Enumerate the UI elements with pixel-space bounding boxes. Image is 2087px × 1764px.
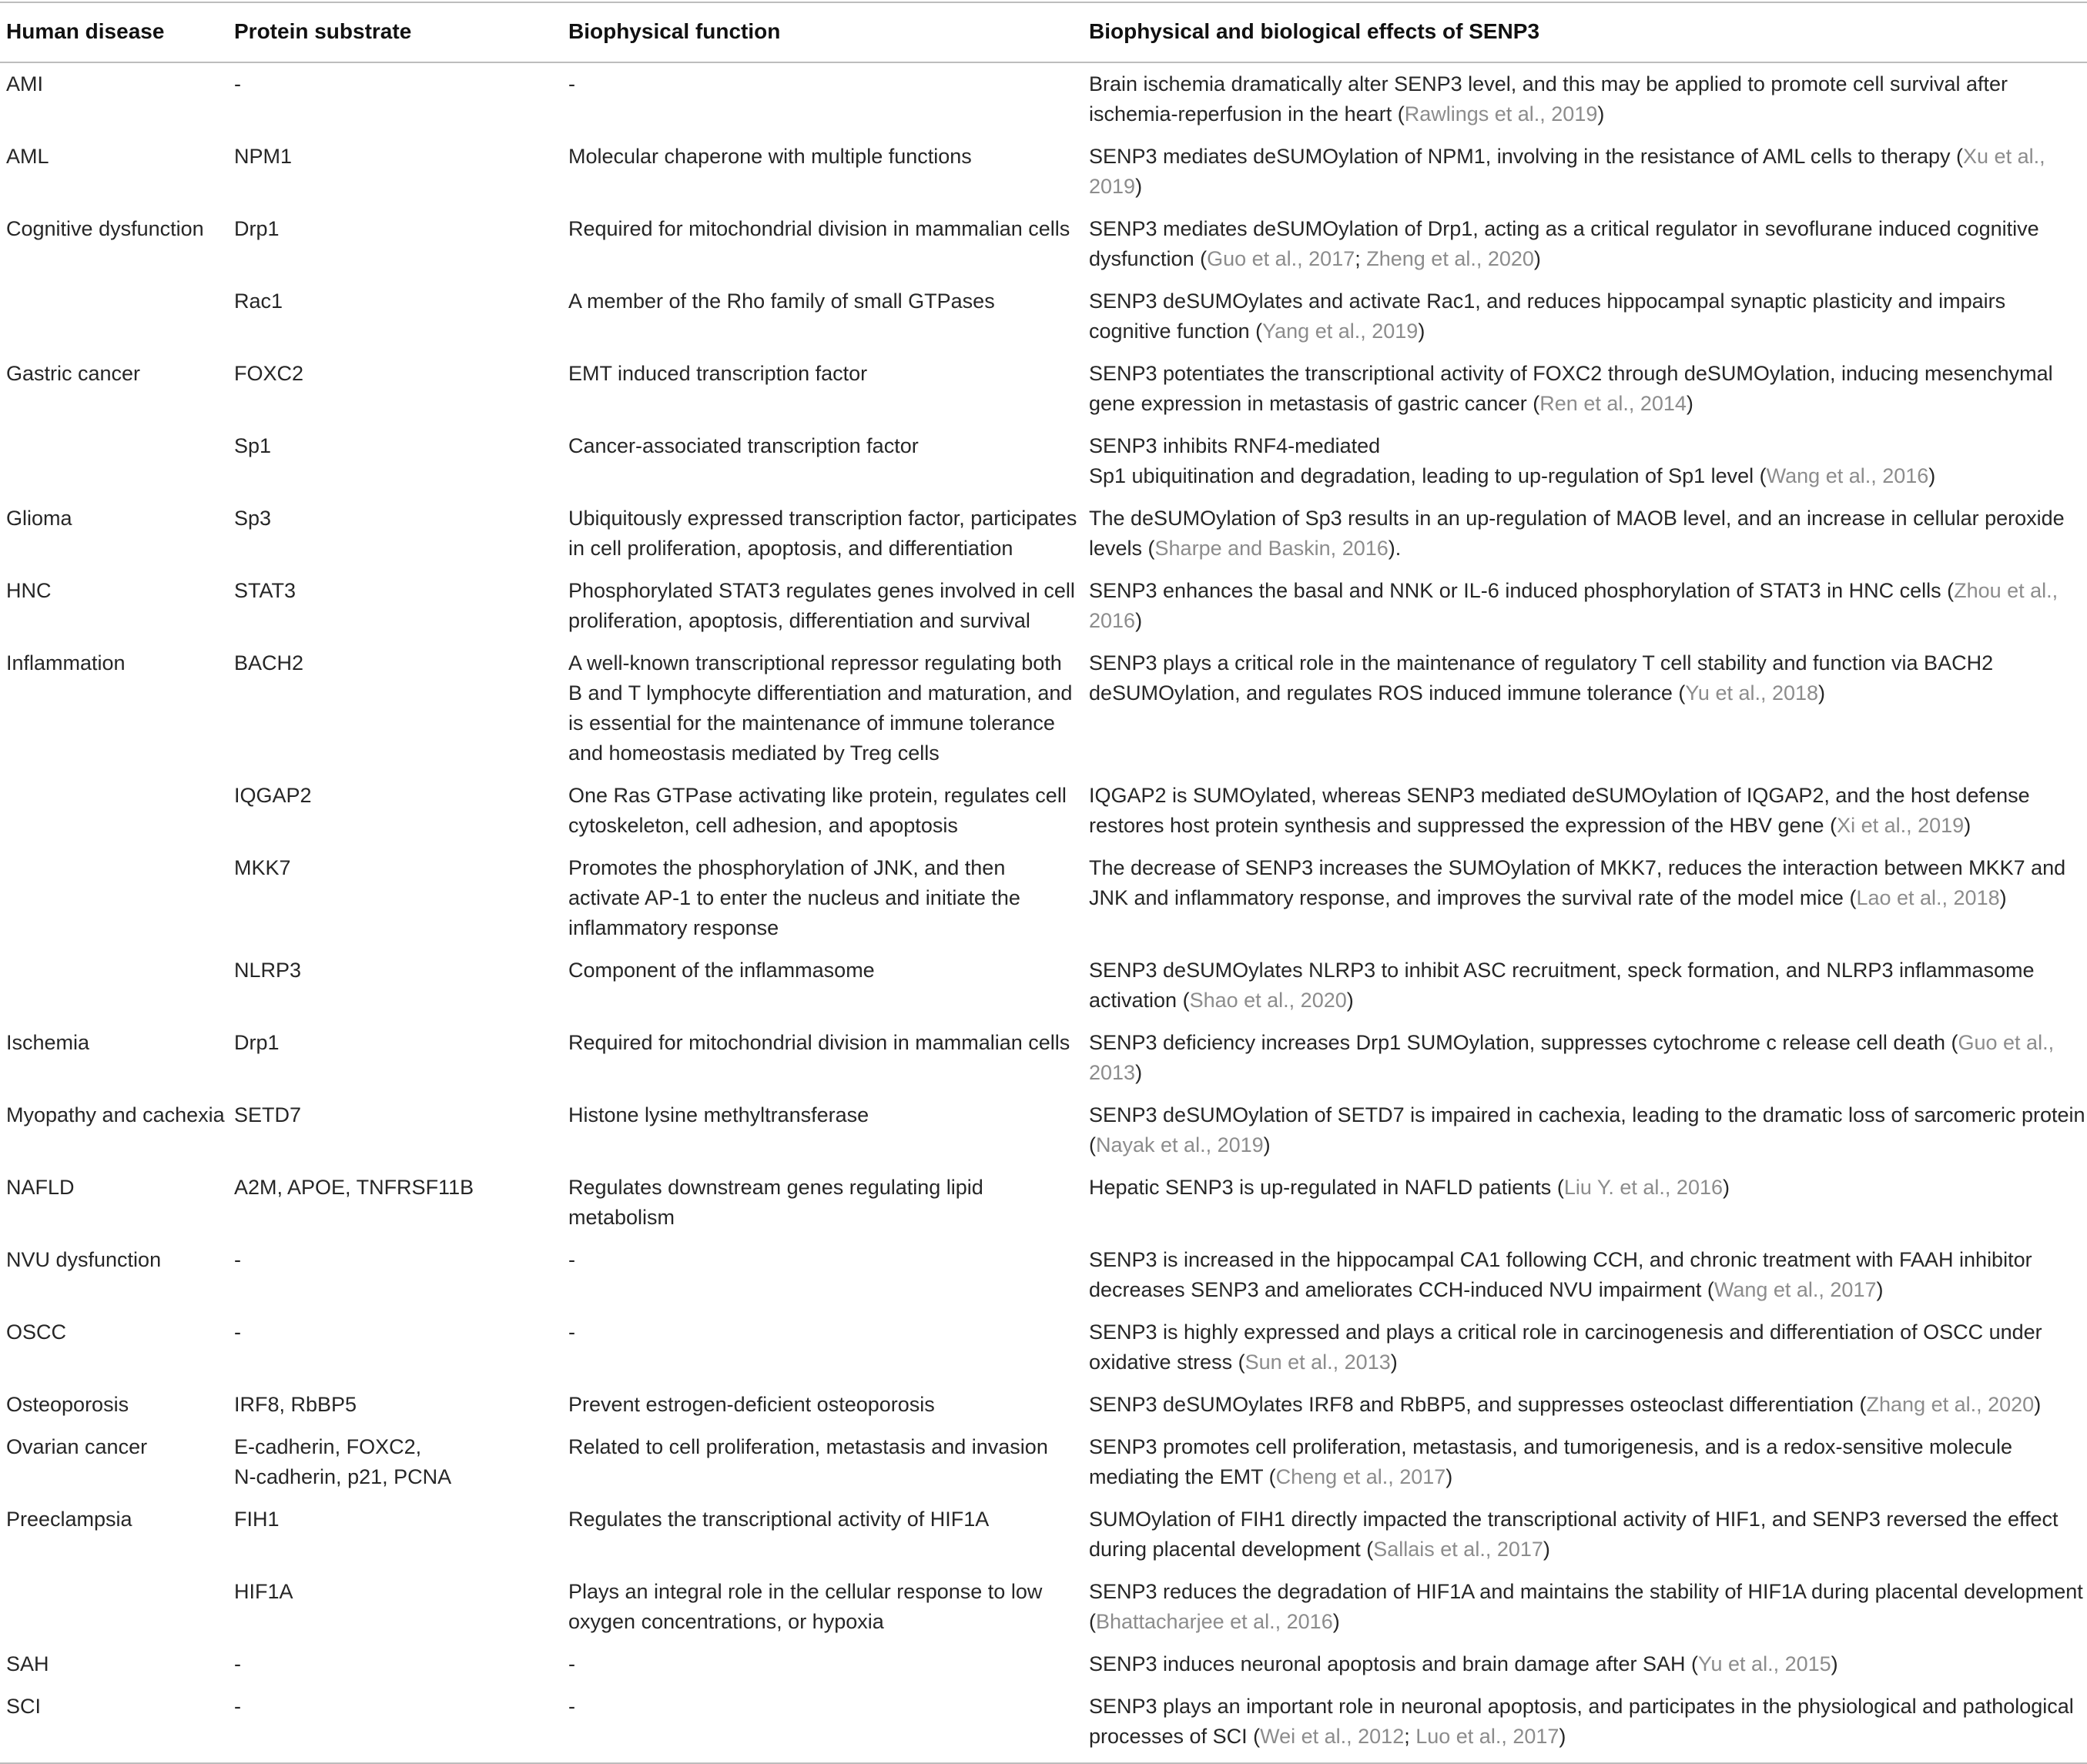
citation-close-paren: ) xyxy=(1332,1610,1340,1633)
cell-protein-substrate: BACH2 xyxy=(234,651,304,674)
reference-link[interactable]: Wang et al., 2017 xyxy=(1713,1278,1877,1301)
citation-open-paren: ( xyxy=(1366,1538,1374,1561)
cell-protein-substrate: Sp3 xyxy=(234,507,272,530)
table-row xyxy=(0,136,2087,208)
cell-biophysical-function: Related to cell proliferation, metastasis and invasion xyxy=(568,1435,1048,1458)
cell-human-disease: OSCC xyxy=(6,1320,67,1344)
cell-biophysical-function: Ubiquitously expressed transcription factor, participates in cell proliferation, apoptosis, and differentiation xyxy=(568,507,1077,560)
cell-protein-substrate: Drp1 xyxy=(234,217,280,240)
citation-open-paren: ( xyxy=(1691,1652,1698,1675)
cell-human-disease: Myopathy and cachexia xyxy=(6,1103,225,1126)
reference-link[interactable]: Xi et al., 2019 xyxy=(1837,814,1965,837)
reference-link[interactable]: Sun et al., 2013 xyxy=(1244,1351,1391,1374)
reference-link[interactable]: Yu et al., 2015 xyxy=(1698,1652,1831,1675)
cell-human-disease: Preeclampsia xyxy=(6,1508,132,1531)
table-row xyxy=(0,1571,2087,1643)
substrate-line: N-cadherin, p21, PCNA xyxy=(234,1465,452,1488)
citation-open-paren: ( xyxy=(1849,886,1857,909)
citation-close-paren: ) xyxy=(1876,1278,1884,1301)
citation-open-paren: ( xyxy=(1182,989,1190,1012)
effect-text: SENP3 potentiates the transcriptional activity of FOXC2 through deSUMOylation, inducing mesenchymal gene expression in metastasis of gastric cancer xyxy=(1089,362,2053,415)
table-row xyxy=(0,642,2087,775)
cell-biophysical-function: Promotes the phosphorylation of JNK, and then activate AP-1 to enter the nucleus and initiate the inflammatory response xyxy=(568,856,1020,939)
cell-biophysical-function: - xyxy=(568,1652,575,1675)
cell-senp3-effect xyxy=(1086,1426,2087,1498)
citation-open-paren: ( xyxy=(1678,681,1686,705)
table-row xyxy=(0,1384,2087,1426)
cell-biophysical-function: A member of the Rho family of small GTPases xyxy=(568,290,995,313)
cell-biophysical-function: Prevent estrogen-deficient osteoporosis xyxy=(568,1393,935,1416)
effect-text: SENP3 deSUMOylates and activate Rac1, and reduces hippocampal synaptic plasticity and impairs cognitive function xyxy=(1089,290,2006,343)
citation-close-paren: ) xyxy=(1135,175,1143,198)
cell-protein-substrate: Rac1 xyxy=(234,290,283,313)
cell-senp3-effect xyxy=(1086,280,2087,353)
reference-link[interactable]: Bhattacharjee et al., 2016 xyxy=(1096,1610,1333,1633)
effect-text: The decrease of SENP3 increases the SUMOylation of MKK7, reduces the interaction between MKK7 and JNK and inflammatory response, and improves the survival rate of the model mice xyxy=(1089,856,2066,909)
cell-human-disease: NVU dysfunction xyxy=(6,1248,162,1271)
citation-close-paren: ) xyxy=(1135,609,1143,632)
cell-protein-substrate: - xyxy=(234,1695,241,1718)
table-row xyxy=(0,847,2087,949)
citation-open-paren: ( xyxy=(1255,320,1263,343)
table-body xyxy=(0,62,2087,1763)
table-page xyxy=(0,2,2087,1748)
citation-close-paren: ) xyxy=(1445,1465,1453,1488)
citation-close-paren: ) xyxy=(1533,247,1541,270)
cell-protein-substrate xyxy=(228,1426,562,1498)
cell-senp3-effect xyxy=(1086,949,2087,1022)
cell-senp3-effect xyxy=(1086,570,2087,642)
effect-text: Brain ischemia dramatically alter SENP3 level, and this may be applied to promote cell survival after ischemia-reperfusion in the heart xyxy=(1089,72,2008,126)
citation-open-paren: ( xyxy=(1859,1393,1867,1416)
reference-link[interactable]: Yang et al., 2019 xyxy=(1262,320,1419,343)
effect-text: SENP3 reduces the degradation of HIF1A and maintains the stability of HIF1A during placental development xyxy=(1089,1580,2083,1603)
cell-protein-substrate: - xyxy=(234,1320,241,1344)
cell-senp3-effect xyxy=(1086,1311,2087,1384)
table-row xyxy=(0,208,2087,280)
cell-biophysical-function: Histone lysine methyltransferase xyxy=(568,1103,869,1126)
cell-senp3-effect xyxy=(1086,1384,2087,1426)
cell-biophysical-function: - xyxy=(568,72,575,95)
cell-senp3-effect xyxy=(1086,1094,2087,1167)
effect-text: SENP3 is increased in the hippocampal CA1 following CCH, and chronic treatment with FAAH inhibitor decreases SENP3 and ameliorates CCH-induced NVU impairment xyxy=(1089,1248,2032,1301)
reference-link[interactable]: Cheng et al., 2017 xyxy=(1275,1465,1446,1488)
cell-human-disease: Glioma xyxy=(6,507,72,530)
reference-link[interactable]: Lao et al., 2018 xyxy=(1856,886,2000,909)
cell-biophysical-function: One Ras GTPase activating like protein, regulates cell cytoskeleton, cell adhesion, and apoptosis xyxy=(568,784,1067,837)
cell-human-disease: NAFLD xyxy=(6,1176,75,1199)
citation-open-paren: ( xyxy=(1200,247,1208,270)
citation-open-paren: ( xyxy=(1238,1351,1245,1374)
citation-open-paren: ( xyxy=(1089,1133,1096,1156)
cell-senp3-effect xyxy=(1086,1685,2087,1763)
citation-close-paren: ) xyxy=(1263,1133,1271,1156)
reference-link[interactable]: Wang et al., 2016 xyxy=(1766,464,1929,487)
reference-link[interactable]: Guo et al., 2013 xyxy=(1089,1031,2055,1084)
citation-open-paren: ( xyxy=(1956,145,1964,168)
citation-open-paren: ( xyxy=(1268,1465,1276,1488)
cell-senp3-effect xyxy=(1086,1239,2087,1311)
cell-human-disease: SCI xyxy=(6,1695,42,1718)
table-row xyxy=(0,1498,2087,1571)
reference-link[interactable]: Ren et al., 2014 xyxy=(1539,392,1687,415)
reference-link[interactable]: Xu et al., 2019 xyxy=(1089,145,2045,198)
citation-open-paren: ( xyxy=(1556,1176,1564,1199)
cell-human-disease: SAH xyxy=(6,1652,49,1675)
cell-protein-substrate: Sp1 xyxy=(234,434,272,457)
table-row xyxy=(0,570,2087,642)
citation-open-paren: ( xyxy=(1830,814,1837,837)
citation-open-paren: ( xyxy=(1147,537,1155,560)
citation-close-paren: ) xyxy=(1388,537,1395,560)
cell-senp3-effect xyxy=(1086,642,2087,775)
effect-text: SENP3 mediates deSUMOylation of Drp1, acting as a critical regulator in sevoflurane induced cognitive dysfunction xyxy=(1089,217,2039,270)
table-row xyxy=(0,280,2087,353)
citation-close-paren: ) xyxy=(1135,1061,1143,1084)
cell-senp3-effect xyxy=(1086,1643,2087,1685)
citation-open-paren: ( xyxy=(1253,1725,1261,1748)
cell-human-disease xyxy=(0,847,228,949)
cell-human-disease: Osteoporosis xyxy=(6,1393,129,1416)
citation-open-paren: ( xyxy=(1533,392,1540,415)
reference-link[interactable]: Zheng et al., 2020 xyxy=(1366,247,1534,270)
cell-human-disease: Ischemia xyxy=(6,1031,90,1054)
effect-text: Sp1 ubiquitination and degradation, leading to up-regulation of Sp1 level xyxy=(1089,464,1760,487)
table-row xyxy=(0,949,2087,1022)
cell-human-disease: Ovarian cancer xyxy=(6,1435,148,1458)
cell-senp3-effect xyxy=(1086,1571,2087,1643)
cell-protein-substrate: - xyxy=(234,1248,241,1271)
header-protein-substrate: Protein substrate xyxy=(234,19,412,43)
cell-protein-substrate: IQGAP2 xyxy=(234,784,312,807)
cell-senp3-effect xyxy=(1086,497,2087,570)
cell-protein-substrate: HIF1A xyxy=(234,1580,293,1603)
citation-open-paren: ( xyxy=(1089,1610,1096,1633)
effect-text: IQGAP2 is SUMOylated, whereas SENP3 mediated deSUMOylation of IQGAP2, and the host defense restores host protein synthesis and suppressed the expression of the HBV gene xyxy=(1089,784,2030,837)
substrate-line: E-cadherin, FOXC2, xyxy=(234,1435,422,1458)
header-human-disease: Human disease xyxy=(6,19,165,43)
cell-protein-substrate: - xyxy=(234,72,241,95)
effect-text: SENP3 plays an important role in neuronal apoptosis, and participates in the physiological and pathological processes of SCI xyxy=(1089,1695,2074,1748)
effect-text: SUMOylation of FIH1 directly impacted the transcriptional activity of HIF1, and SENP3 reversed the effect during placental development xyxy=(1089,1508,2059,1561)
cell-senp3-effect xyxy=(1086,62,2087,136)
cell-senp3-effect xyxy=(1086,353,2087,425)
reference-link[interactable]: Sharpe and Baskin, 2016 xyxy=(1154,537,1389,560)
cell-senp3-effect xyxy=(1086,425,2087,497)
reference-link[interactable]: Zhang et al., 2020 xyxy=(1866,1393,2035,1416)
table-row xyxy=(0,1426,2087,1498)
effect-text: SENP3 promotes cell proliferation, metastasis, and tumorigenesis, and is a redox-sensitive molecule mediating the EMT xyxy=(1089,1435,2013,1488)
cell-human-disease xyxy=(0,280,228,353)
cell-biophysical-function: Molecular chaperone with multiple functions xyxy=(568,145,972,168)
reference-link[interactable]: Luo et al., 2017 xyxy=(1415,1725,1559,1748)
cell-biophysical-function: A well-known transcriptional repressor regulating both B and T lymphocyte differentiation and maturation, and is essential for the maintenance of immune tolerance and homeostasis mediated by Treg cells xyxy=(568,651,1073,765)
cell-human-disease: AMI xyxy=(6,72,44,95)
citation-close-paren: ) xyxy=(1928,464,1936,487)
cell-protein-substrate: NPM1 xyxy=(234,145,293,168)
citation-close-paren: ) xyxy=(1390,1351,1398,1374)
cell-biophysical-function: Plays an integral role in the cellular response to low oxygen concentrations, or hypoxia xyxy=(568,1580,1043,1633)
cell-biophysical-function: Regulates the transcriptional activity of HIF1A xyxy=(568,1508,990,1531)
cell-protein-substrate: FIH1 xyxy=(234,1508,280,1531)
cell-protein-substrate: NLRP3 xyxy=(234,959,302,982)
table-row xyxy=(0,1022,2087,1094)
cell-senp3-effect xyxy=(1086,1498,2087,1571)
table-row xyxy=(0,425,2087,497)
citation-open-paren: ( xyxy=(1707,1278,1714,1301)
cell-biophysical-function: Cancer-associated transcription factor xyxy=(568,434,919,457)
effect-line: SENP3 inhibits RNF4-mediated xyxy=(1089,434,1381,457)
cell-senp3-effect xyxy=(1086,1022,2087,1094)
table-row xyxy=(0,497,2087,570)
cell-human-disease: Inflammation xyxy=(6,651,126,674)
citation-close-paren: ) xyxy=(1346,989,1354,1012)
table-header xyxy=(0,2,2087,62)
cell-biophysical-function: Component of the inflammasome xyxy=(568,959,875,982)
table-row xyxy=(0,353,2087,425)
citation-close-paren: ) xyxy=(1723,1176,1730,1199)
cell-senp3-effect xyxy=(1086,208,2087,280)
reference-link[interactable]: Liu Y. et al., 2016 xyxy=(1563,1176,1723,1199)
citation-separator: ; xyxy=(1404,1725,1416,1748)
citation-close-paren: ) xyxy=(1418,320,1425,343)
header-row xyxy=(0,2,2087,62)
header-biophysical-function: Biophysical function xyxy=(568,19,781,43)
cell-senp3-effect xyxy=(1086,136,2087,208)
cell-biophysical-function: - xyxy=(568,1695,575,1718)
effect-text: Hepatic SENP3 is up-regulated in NAFLD patients xyxy=(1089,1176,1557,1199)
citation-close-paren: ) xyxy=(1818,681,1826,705)
effect-text: SENP3 deSUMOylates IRF8 and RbBP5, and suppresses osteoclast differentiation xyxy=(1089,1393,1860,1416)
cell-biophysical-function: Required for mitochondrial division in mammalian cells xyxy=(568,1031,1070,1054)
reference-link[interactable]: Guo et al., 2017 xyxy=(1207,247,1355,270)
citation-close-paren: ) xyxy=(1999,886,2007,909)
cell-senp3-effect xyxy=(1086,775,2087,847)
effect-text: SENP3 induces neuronal apoptosis and brain damage after SAH xyxy=(1089,1652,1691,1675)
table-row xyxy=(0,1643,2087,1685)
cell-biophysical-function: - xyxy=(568,1320,575,1344)
cell-protein-substrate: A2M, APOE, TNFRSF11B xyxy=(234,1176,474,1199)
table-row xyxy=(0,1094,2087,1167)
effect-suffix: . xyxy=(1395,537,1402,560)
cell-senp3-effect xyxy=(1086,1167,2087,1239)
citation-close-paren: ) xyxy=(1543,1538,1550,1561)
reference-link[interactable]: Sallais et al., 2017 xyxy=(1373,1538,1543,1561)
cell-human-disease: Gastric cancer xyxy=(6,362,141,385)
citation-open-paren: ( xyxy=(1947,579,1955,602)
reference-link[interactable]: Yu et al., 2018 xyxy=(1685,681,1819,705)
table-row xyxy=(0,1167,2087,1239)
cell-biophysical-function: Phosphorylated STAT3 regulates genes involved in cell proliferation, apoptosis, differentiation and survival xyxy=(568,579,1075,632)
citation-close-paren: ) xyxy=(2034,1393,2042,1416)
cell-protein-substrate: FOXC2 xyxy=(234,362,304,385)
citation-open-paren: ( xyxy=(1759,464,1767,487)
effect-text: SENP3 mediates deSUMOylation of NPM1, involving in the resistance of AML cells to therapy xyxy=(1089,145,1957,168)
cell-biophysical-function: Required for mitochondrial division in mammalian cells xyxy=(568,217,1070,240)
effect-text: SENP3 plays a critical role in the maintenance of regulatory T cell stability and function via BACH2 deSUMOylation, and regulates ROS induced immune tolerance xyxy=(1089,651,1994,705)
cell-human-disease xyxy=(0,949,228,1022)
effect-text: The deSUMOylation of Sp3 results in an up-regulation of MAOB level, and an increase in cellular peroxide levels xyxy=(1089,507,2065,560)
citation-close-paren: ) xyxy=(1559,1725,1566,1748)
effect-text: SENP3 deficiency increases Drp1 SUMOylation, suppresses cytochrome c release cell death xyxy=(1089,1031,1951,1054)
cell-protein-substrate: Drp1 xyxy=(234,1031,280,1054)
citation-close-paren: ) xyxy=(1686,392,1693,415)
table-row xyxy=(0,1311,2087,1384)
cell-protein-substrate: MKK7 xyxy=(234,856,291,879)
cell-biophysical-function: Regulates downstream genes regulating lipid metabolism xyxy=(568,1176,983,1229)
senp3-disease-table xyxy=(0,2,2087,1764)
cell-human-disease: AML xyxy=(6,145,49,168)
reference-link[interactable]: Zhou et al., 2016 xyxy=(1089,579,2059,632)
cell-human-disease xyxy=(0,775,228,847)
cell-protein-substrate: SETD7 xyxy=(234,1103,302,1126)
citation-close-paren: ) xyxy=(1597,102,1605,126)
cell-senp3-effect xyxy=(1086,847,2087,949)
cell-biophysical-function: EMT induced transcription factor xyxy=(568,362,868,385)
cell-protein-substrate: IRF8, RbBP5 xyxy=(234,1393,357,1416)
reference-link[interactable]: Rawlings et al., 2019 xyxy=(1404,102,1598,126)
citation-open-paren: ( xyxy=(1951,1031,1958,1054)
effect-text: SENP3 enhances the basal and NNK or IL-6 induced phosphorylation of STAT3 in HNC cells xyxy=(1089,579,1948,602)
citation-close-paren: ) xyxy=(1831,1652,1838,1675)
cell-biophysical-function: - xyxy=(568,1248,575,1271)
effect-text: SENP3 deSUMOylates NLRP3 to inhibit ASC recruitment, speck formation, and NLRP3 inflammasome activation xyxy=(1089,959,2035,1012)
reference-link[interactable]: Shao et al., 2020 xyxy=(1189,989,1347,1012)
header-effects-of-senp3: Biophysical and biological effects of SENP3 xyxy=(1089,19,1540,43)
citation-separator: ; xyxy=(1355,247,1367,270)
cell-protein-substrate: - xyxy=(234,1652,241,1675)
table-row xyxy=(0,1239,2087,1311)
effect-text: SENP3 deSUMOylation of SETD7 is impaired in cachexia, leading to the dramatic loss of sarcomeric protein xyxy=(1089,1103,2085,1126)
cell-human-disease: HNC xyxy=(6,579,52,602)
cell-protein-substrate: STAT3 xyxy=(234,579,296,602)
citation-close-paren: ) xyxy=(1964,814,1971,837)
table-row xyxy=(0,775,2087,847)
cell-human-disease xyxy=(0,425,228,497)
citation-open-paren: ( xyxy=(1397,102,1405,126)
reference-link[interactable]: Wei et al., 2012 xyxy=(1260,1725,1405,1748)
effect-text: SENP3 is highly expressed and plays a critical role in carcinogenesis and differentiation of OSCC under oxidative stress xyxy=(1089,1320,2042,1374)
table-row xyxy=(0,1685,2087,1763)
reference-link[interactable]: Nayak et al., 2019 xyxy=(1096,1133,1264,1156)
cell-human-disease: Cognitive dysfunction xyxy=(6,217,204,240)
cell-human-disease xyxy=(0,1571,228,1643)
table-row xyxy=(0,62,2087,136)
